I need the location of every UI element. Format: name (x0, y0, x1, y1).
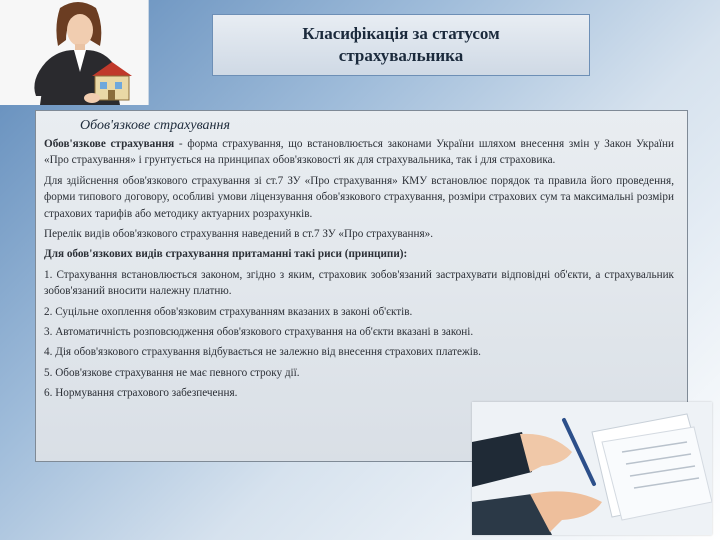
signing-contract-illustration (472, 402, 712, 535)
intro-paragraph (44, 136, 674, 169)
principle-item: 2. Суцільне охоплення обов'язковим страхуванням вказаних в законі об'єктів. (44, 305, 413, 318)
intro-term: Обов'язкове страхування (44, 138, 175, 150)
signing-contract-photo (472, 402, 712, 535)
principles-heading: Для обов'язкових видів страхування притаманні такі риси (принципи): (44, 248, 408, 261)
principle-item: 6. Нормування страхового забезпечення. (44, 387, 238, 400)
page-title: Класифікація за статусом страхувальника (302, 24, 500, 65)
paragraph-procedure: Для здійснення обов'язкового страхування зі ст.7 ЗУ «Про страхування» КМУ встановлює порядок та правила його проведення, форми типового договору, особливі умови ліцензування обов'язкового страхування, розміри страхових сум та максимальні розміри страхових тарифів або методику актуарних розрахунків. (44, 174, 674, 220)
intro-definition: - форма страхування, що встановлюється законами України шляхом внесення змін у Закон України «Про страхування» і грунтується на принципах обов'язковості як для страхувальника, так і для страховика. (44, 138, 674, 167)
principle-item: 4. Дія обов'язкового страхування відбувається не залежно від внесення страхових платежів. (44, 346, 481, 359)
text-body (44, 136, 674, 406)
section-heading: Обов'язкове страхування (80, 118, 230, 133)
woman-with-house-photo (0, 0, 149, 105)
title-box (212, 14, 590, 76)
paragraph-list-reference: Перелік видів обов'язкового страхування наведений в ст.7 ЗУ «Про страхування». (44, 228, 434, 241)
principle-item: 3. Автоматичність розповсюдження обов'язкового страхування на об'єкти вказані в законі. (44, 326, 474, 339)
woman-with-house-illustration (0, 0, 148, 105)
principle-item: 1. Страхування встановлюється законом, згідно з яким, страховик зобов'язаний застрахувати відповідні об'єкти, а страхувальник зобов'язаний вносити належну платню. (44, 268, 674, 298)
principle-item: 5. Обов'язкове страхування не має певного строку дії. (44, 366, 300, 379)
